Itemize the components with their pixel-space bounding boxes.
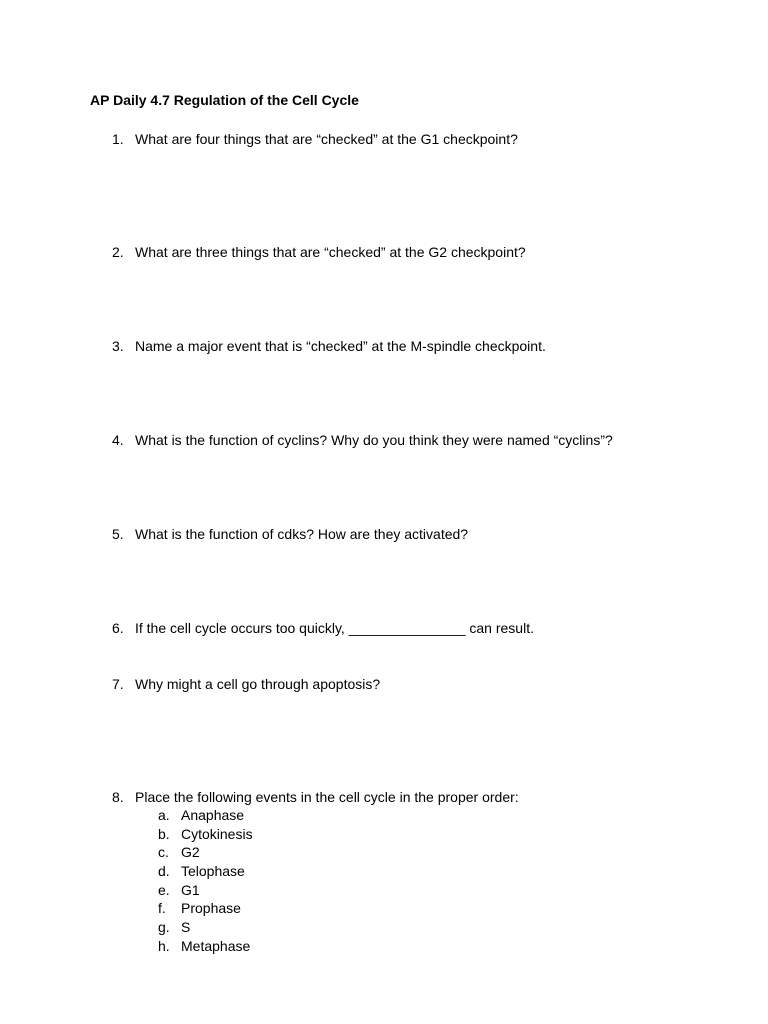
list-letter: g. bbox=[158, 919, 170, 936]
list-letter: d. bbox=[158, 863, 170, 880]
list-text: Cytokinesis bbox=[181, 825, 253, 842]
list-item bbox=[158, 825, 253, 844]
list-letter: b. bbox=[158, 825, 170, 842]
list-letter: h. bbox=[158, 937, 170, 954]
list-item bbox=[158, 899, 253, 918]
list-letter: c. bbox=[158, 844, 169, 861]
list-letter: e. bbox=[158, 881, 170, 898]
list-item bbox=[158, 881, 253, 900]
question-text: What are four things that are “checked” at the G1 checkpoint? bbox=[135, 131, 518, 147]
list-text: Telophase bbox=[181, 863, 245, 880]
list-text: Metaphase bbox=[181, 937, 251, 954]
question-text: If the cell cycle occurs too quickly, _______________ can result. bbox=[135, 620, 534, 636]
question-4 bbox=[112, 431, 613, 449]
list-item bbox=[158, 843, 253, 862]
question-7 bbox=[112, 675, 380, 693]
list-letter: f. bbox=[158, 900, 166, 917]
question-number: 2. bbox=[112, 244, 124, 260]
question-number: 1. bbox=[112, 131, 124, 147]
list-item bbox=[158, 806, 253, 825]
question-8 bbox=[112, 788, 519, 806]
question-text: What are three things that are “checked” at the G2 checkpoint? bbox=[135, 244, 526, 260]
question-1 bbox=[112, 130, 518, 148]
question-text: Why might a cell go through apoptosis? bbox=[135, 676, 381, 692]
list-text: G2 bbox=[181, 844, 200, 861]
cell-cycle-events-list bbox=[158, 806, 253, 956]
list-text: Anaphase bbox=[181, 807, 245, 823]
question-number: 3. bbox=[112, 338, 124, 354]
list-item bbox=[158, 918, 253, 937]
list-item bbox=[158, 862, 253, 881]
question-2 bbox=[112, 243, 526, 261]
page-title: AP Daily 4.7 Regulation of the Cell Cycle bbox=[90, 92, 359, 108]
list-text: G1 bbox=[181, 881, 200, 898]
question-5 bbox=[112, 525, 468, 543]
question-text: What is the function of cyclins? Why do you think they were named “cyclins”? bbox=[135, 432, 613, 448]
question-text: What is the function of cdks? How are they activated? bbox=[135, 526, 469, 542]
question-text: Place the following events in the cell cycle in the proper order: bbox=[135, 789, 519, 805]
list-letter: a. bbox=[158, 807, 170, 823]
question-3 bbox=[112, 337, 546, 355]
question-6 bbox=[112, 619, 534, 637]
list-text: S bbox=[181, 919, 191, 936]
question-number: 4. bbox=[112, 432, 124, 448]
question-number: 8. bbox=[112, 789, 124, 805]
question-text: Name a major event that is “checked” at the M-spindle checkpoint. bbox=[135, 338, 546, 354]
question-number: 5. bbox=[112, 526, 124, 542]
question-number: 7. bbox=[112, 676, 124, 692]
question-number: 6. bbox=[112, 620, 124, 636]
list-text: Prophase bbox=[181, 900, 241, 917]
list-item bbox=[158, 937, 253, 956]
